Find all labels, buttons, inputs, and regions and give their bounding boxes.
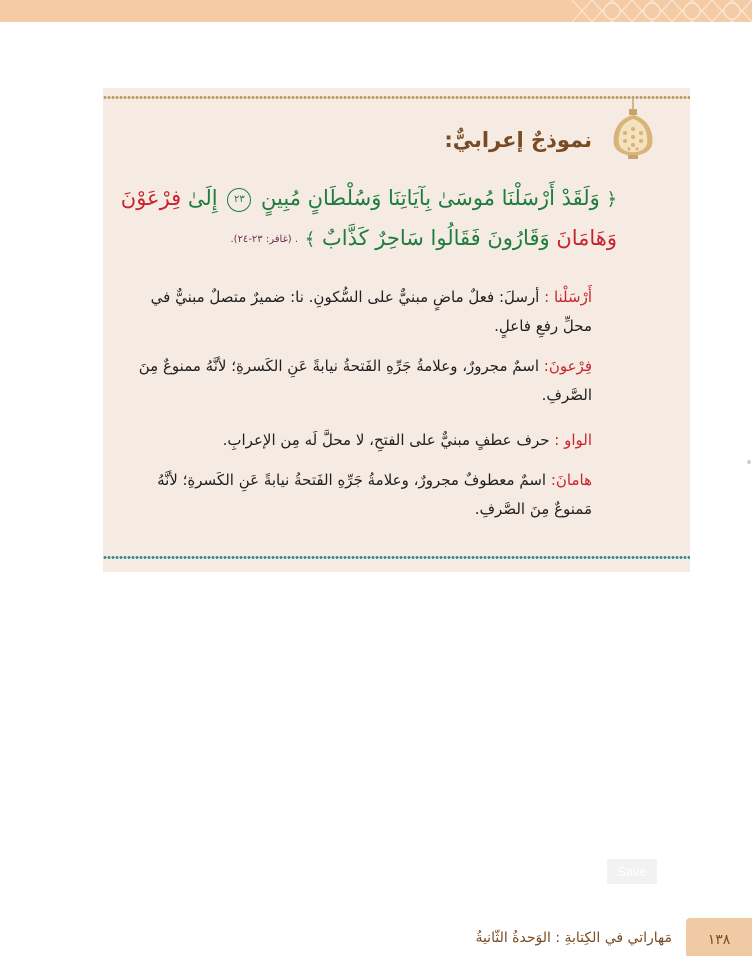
card-top-dotted-border: [103, 95, 690, 100]
analysis-term: الواو :: [549, 431, 592, 449]
lantern-icon: [610, 97, 656, 169]
verse-reference: . (غافر: ٢٣-٢٤).: [230, 234, 299, 245]
verse-number-badge: ٢٣: [227, 188, 251, 212]
verse-open-bracket: ﴿: [606, 189, 617, 210]
verse-close-bracket: ﴾: [304, 229, 316, 250]
section-heading: نموذجٌ إعرابيٌّ:: [444, 128, 592, 152]
save-button[interactable]: Save: [607, 859, 657, 884]
analysis-item: [122, 283, 592, 341]
geometric-pattern-decoration: [572, 0, 752, 22]
footer-title: مَهاراتي في الكِتابةِ : الوَحدةُ الثّانيةُ: [475, 930, 672, 946]
analysis-item: [122, 352, 592, 410]
verse-text-segment: وَلَقَدْ أَرْسَلْنَا مُوسَىٰ بِآيَاتِنَا وَسُلْطَانٍ مُبِينٍ: [261, 186, 600, 210]
analysis-text: حرف عطفٍ مبنيٌّ على الفتحِ، لا محلَّ لَه مِن الإعرابِ.: [222, 431, 550, 449]
card-bottom-dotted-border: [103, 555, 690, 560]
analysis-text: أرسلَ: فعلٌ ماضٍ مبنيٌّ على السُّكونِ. نا: ضميرٌ متصلٌ مبنيٌّ في محلِّ رفعِ فاعلٍ.: [150, 288, 592, 335]
analysis-term: أَرْسَلْنا :: [539, 288, 592, 306]
margin-mark: [747, 460, 751, 464]
quran-verse-line-1: [120, 186, 617, 212]
analysis-term: هامانَ:: [546, 471, 592, 489]
analysis-item: [122, 466, 592, 524]
verse-highlight-haman: وَهَامَانَ: [556, 226, 617, 250]
analysis-item: [122, 426, 592, 455]
quran-verse-line-2: [167, 226, 617, 250]
page-number: ١٣٨: [686, 918, 752, 956]
analysis-text: اسمٌ مجرورٌ، وعلامةُ جَرِّهِ الفَتحةُ نيابةً عَنِ الكَسرةِ؛ لأنَّهُ ممنوعٌ مِنَ الصَّرفِ.: [138, 357, 592, 404]
analysis-text: اسمٌ معطوفٌ مجرورٌ، وعلامةُ جَرِّهِ الفَتحةُ نيابةً عَنِ الكَسرةِ؛ لأنَّهُ مَمنوعٌ مِنَ الصَّرفِ.: [157, 471, 592, 518]
verse-text-segment: إِلَىٰ: [187, 186, 218, 210]
analysis-term: فِرْعونَ:: [539, 357, 592, 375]
verse-text-segment: وَقَارُونَ فَقَالُوا سَاحِرٌ كَذَّابٌ: [321, 226, 550, 250]
verse-highlight-firaun: فِرْعَوْنَ: [120, 186, 182, 210]
